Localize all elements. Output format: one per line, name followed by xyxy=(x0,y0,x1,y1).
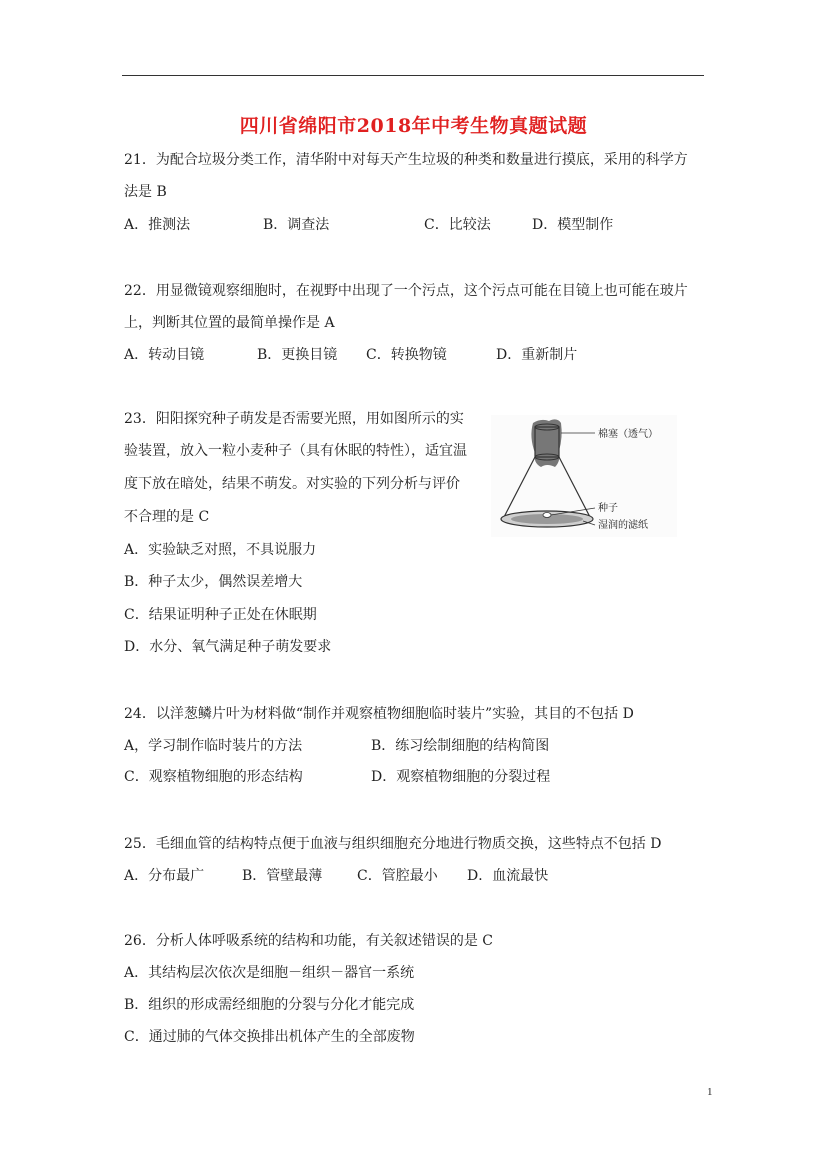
option-a: A．实验缺乏对照，不具说服力 xyxy=(124,542,317,558)
option-c: C．观察植物细胞的形态结构 xyxy=(124,769,303,785)
option-d: D．模型制作 xyxy=(532,217,614,233)
option-c: C．通过肺的气体交换排出机体产生的全部废物 xyxy=(124,1029,415,1045)
seed-germination-apparatus-figure xyxy=(491,415,677,537)
option-a: A．其结构层次依次是细胞－组织－器官一系统 xyxy=(124,965,415,981)
option-b: B．种子太少，偶然误差增大 xyxy=(124,574,303,590)
filter-paper-label: 湿润的滤纸 xyxy=(598,520,648,531)
question-stem-line: 26．分析人体呼吸系统的结构和功能，有关叙述错误的是 C xyxy=(124,933,493,949)
option-d: D．水分、氧气满足种子萌发要求 xyxy=(124,639,332,655)
page-number: 1 xyxy=(707,1086,713,1098)
option-d: D．血流最快 xyxy=(467,868,549,884)
seed-label: 种子 xyxy=(598,503,618,514)
option-a: A，学习制作临时装片的方法 xyxy=(124,738,303,754)
header-rule xyxy=(122,75,704,76)
question-stem-line: 21．为配合垃圾分类工作，清华附中对每天产生垃圾的种类和数量进行摸底，采用的科学方 xyxy=(124,152,688,168)
option-b: B．练习绘制细胞的结构简图 xyxy=(371,738,550,754)
question-stem-line: 24．以洋葱鳞片叶为材料做“制作并观察植物细胞临时装片”实验，其目的不包括 D xyxy=(124,706,634,722)
question-stem-line: 度下放在暗处，结果不萌发。对实验的下列分析与评价 xyxy=(124,476,460,492)
page-title: 四川省绵阳市2018年中考生物真题试题 xyxy=(239,115,588,137)
option-d: D．观察植物细胞的分裂过程 xyxy=(371,769,551,785)
question-stem-line: 22．用显微镜观察细胞时，在视野中出现了一个污点，这个污点可能在目镜上也可能在玻片 xyxy=(124,283,688,299)
option-c: C．结果证明种子正处在休眠期 xyxy=(124,607,317,623)
question-stem-line: 25．毛细血管的结构特点便于血液与组织细胞充分地进行物质交换，这些特点不包括 D xyxy=(124,836,662,852)
question-stem-line: 上，判断其位置的最简单操作是 A xyxy=(124,315,335,331)
option-c: C．管腔最小 xyxy=(357,868,438,884)
question-stem-line: 23．阳阳探究种子萌发是否需要光照，用如图所示的实 xyxy=(124,411,464,427)
question-stem-line: 不合理的是 C xyxy=(124,509,210,525)
option-a: A．分布最广 xyxy=(124,868,205,884)
option-a: A．推测法 xyxy=(124,217,191,233)
cotton-plug-label: 棉塞（透气） xyxy=(598,429,658,440)
option-c: C．转换物镜 xyxy=(366,347,447,363)
option-b: B．调查法 xyxy=(263,217,330,233)
option-b: B．组织的形成需经细胞的分裂与分化才能完成 xyxy=(124,997,415,1013)
question-stem-line: 法是 B xyxy=(124,184,167,200)
option-d: D．重新制片 xyxy=(496,347,578,363)
option-c: C．比较法 xyxy=(424,217,491,233)
option-a: A．转动目镜 xyxy=(124,347,205,363)
question-stem-line: 验装置，放入一粒小麦种子（具有休眠的特性），适宜温 xyxy=(124,443,467,459)
option-b: B．更换目镜 xyxy=(257,347,338,363)
option-b: B．管壁最薄 xyxy=(242,868,323,884)
